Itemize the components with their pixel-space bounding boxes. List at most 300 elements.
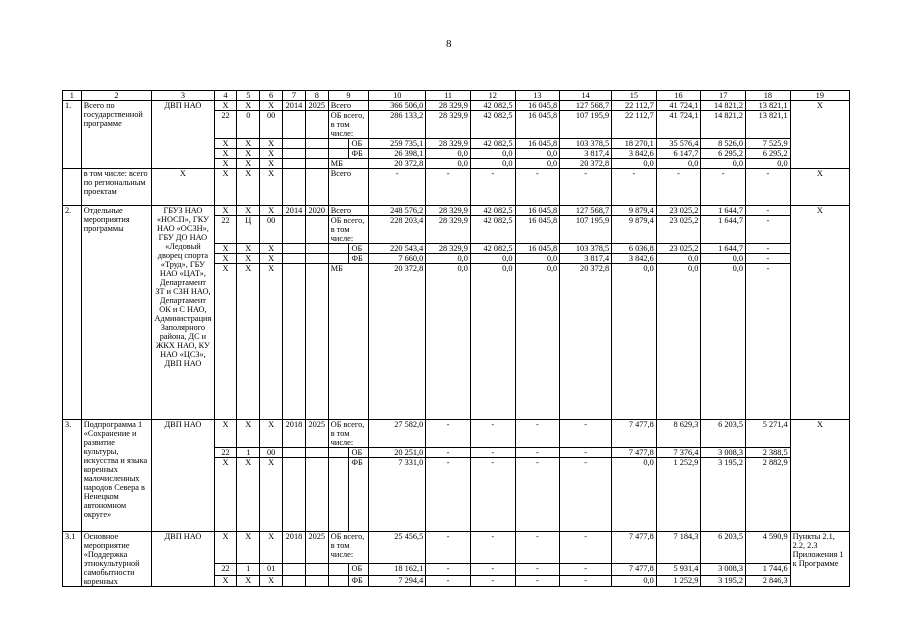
code-cell: Х	[214, 575, 237, 586]
header-row	[63, 91, 850, 101]
row-name: Подпрограмма 1 «Сохранение и развитие культуры, искусства и языка коренных малочисленных народов Севера в Ненецком автономном округе»	[81, 420, 152, 532]
amount-cell: 3 817,4	[560, 149, 612, 159]
code-cell: 22	[214, 564, 237, 575]
amount-cell: 103 378,5	[560, 139, 612, 149]
amount-cell: 6 036,8	[612, 244, 657, 254]
year-end	[305, 216, 328, 244]
amount-cell: 6 295,2	[701, 149, 746, 159]
code-cell: Х	[260, 244, 283, 254]
amount-cell: 23 025,2	[656, 244, 701, 254]
code-cell: Х	[260, 575, 283, 586]
code-cell: Х	[260, 139, 283, 149]
year-start	[283, 244, 306, 254]
row-number	[63, 169, 82, 206]
code-cell: Х	[237, 264, 260, 420]
budget-table	[62, 90, 850, 587]
amount-cell: 8 629,3	[656, 420, 701, 448]
amount-cell: 23 025,2	[656, 206, 701, 216]
funding-source: МБ	[328, 159, 368, 169]
code-cell: Х	[260, 254, 283, 264]
code-cell: Х	[237, 244, 260, 254]
amount-cell: -	[746, 206, 791, 216]
amount-cell: 5 931,4	[656, 564, 701, 575]
amount-cell: -	[560, 532, 612, 564]
amount-cell: 6 295,2	[746, 149, 791, 159]
year-end	[305, 159, 328, 169]
code-cell: 22	[214, 448, 237, 458]
amount-cell: 107 195,9	[560, 216, 612, 244]
amount-cell: 22 112,7	[612, 111, 657, 139]
amount-cell: 42 082,5	[470, 101, 515, 111]
funding-source: ОБ всего, в том числе:	[328, 532, 368, 564]
amount-cell: 6 147,7	[656, 149, 701, 159]
amount-cell: 0,0	[515, 254, 560, 264]
amount-cell: -	[746, 264, 791, 420]
code-cell: Х	[237, 254, 260, 264]
year-start	[283, 264, 306, 420]
year-end: 2025	[305, 420, 328, 448]
code-cell: Х	[237, 206, 260, 216]
column-header: 15	[612, 91, 657, 101]
amount-cell: 42 082,5	[470, 244, 515, 254]
year-start: 2018	[283, 532, 306, 564]
amount-cell: 14 821,2	[701, 111, 746, 139]
amount-cell: -	[560, 564, 612, 575]
amount-cell: 3 195,2	[701, 458, 746, 532]
amount-cell: 1 252,9	[656, 575, 701, 586]
amount-cell: 0,0	[515, 159, 560, 169]
amount-cell: 42 082,5	[470, 139, 515, 149]
table-row	[63, 206, 850, 216]
code-cell: Х	[214, 101, 237, 111]
amount-cell: -	[746, 244, 791, 254]
amount-cell: 20 372,8	[560, 159, 612, 169]
amount-cell: 7 331,0	[369, 458, 426, 532]
row-name: Всего по государственной программе	[81, 101, 152, 169]
amount-cell: 127 568,7	[560, 206, 612, 216]
amount-cell: -	[515, 532, 560, 564]
amount-cell: 42 082,5	[470, 111, 515, 139]
column-header: 13	[515, 91, 560, 101]
funding-subsource: ОБ	[349, 564, 369, 575]
amount-cell: 0,0	[515, 264, 560, 420]
funding-source	[328, 139, 349, 149]
year-start	[283, 169, 306, 206]
amount-cell: 0,0	[426, 264, 471, 420]
amount-cell: 0,0	[746, 159, 791, 169]
amount-cell: -	[746, 169, 791, 206]
funding-source	[328, 149, 349, 159]
table-row	[63, 101, 850, 111]
year-end: 2025	[305, 101, 328, 111]
table-row	[63, 532, 850, 564]
year-start	[283, 149, 306, 159]
code-cell: 22	[214, 216, 237, 244]
amount-cell: 0,0	[656, 159, 701, 169]
funding-source: ОБ всего, в том числе:	[328, 420, 368, 448]
amount-cell: -	[426, 458, 471, 532]
funding-source	[328, 458, 349, 532]
amount-cell: 20 251,0	[369, 448, 426, 458]
amount-cell: 0,0	[470, 264, 515, 420]
amount-cell: 248 576,2	[369, 206, 426, 216]
row-number: 3.	[63, 420, 82, 532]
amount-cell: 28 329,9	[426, 101, 471, 111]
amount-cell: 0,0	[612, 458, 657, 532]
code-cell: 0	[237, 111, 260, 139]
amount-cell: 127 568,7	[560, 101, 612, 111]
funding-source: Всего	[328, 169, 368, 206]
funding-subsource: ФБ	[349, 575, 369, 586]
amount-cell: 3 008,3	[701, 564, 746, 575]
year-start	[283, 448, 306, 458]
funding-source	[328, 244, 349, 254]
column-header: 1	[63, 91, 82, 101]
column-header: 4	[214, 91, 237, 101]
amount-cell: 103 378,5	[560, 244, 612, 254]
amount-cell: 18 270,1	[612, 139, 657, 149]
funding-subsource: ОБ	[349, 244, 369, 254]
code-cell: Х	[214, 420, 237, 448]
year-end	[305, 264, 328, 420]
amount-cell: -	[470, 169, 515, 206]
code-cell: Х	[214, 264, 237, 420]
column-header: 3	[152, 91, 214, 101]
amount-cell: -	[515, 575, 560, 586]
amount-cell: 28 329,9	[426, 139, 471, 149]
amount-cell: 16 045,8	[515, 206, 560, 216]
amount-cell: 16 045,8	[515, 111, 560, 139]
amount-cell: -	[612, 169, 657, 206]
column-header: 17	[701, 91, 746, 101]
amount-cell: 13 821,1	[746, 101, 791, 111]
amount-cell: 2 846,3	[746, 575, 791, 586]
amount-cell: 1 644,7	[701, 206, 746, 216]
amount-cell: 0,0	[470, 159, 515, 169]
code-cell: Х	[260, 149, 283, 159]
amount-cell: 0,0	[426, 159, 471, 169]
year-start: 2018	[283, 420, 306, 448]
amount-cell: 26 398,1	[369, 149, 426, 159]
code-cell: Х	[260, 532, 283, 564]
amount-cell: -	[560, 448, 612, 458]
amount-cell: 7 477,8	[612, 564, 657, 575]
year-start: 2014	[283, 206, 306, 216]
amount-cell: 0,0	[656, 264, 701, 420]
column-header: 10	[369, 91, 426, 101]
amount-cell: -	[701, 169, 746, 206]
amount-cell: 9 879,4	[612, 216, 657, 244]
amount-cell: -	[560, 458, 612, 532]
amount-cell: -	[426, 575, 471, 586]
amount-cell: 7 294,4	[369, 575, 426, 586]
amount-cell: 7 184,3	[656, 532, 701, 564]
amount-cell: -	[656, 169, 701, 206]
amount-cell: 0,0	[701, 159, 746, 169]
amount-cell: 16 045,8	[515, 216, 560, 244]
amount-cell: -	[515, 420, 560, 448]
amount-cell: 28 329,9	[426, 206, 471, 216]
amount-cell: 0,0	[612, 575, 657, 586]
funding-source	[328, 448, 349, 458]
amount-cell: -	[560, 420, 612, 448]
year-start: 2014	[283, 101, 306, 111]
amount-cell: 1 644,7	[701, 216, 746, 244]
year-end	[305, 575, 328, 586]
code-cell: Ц	[237, 216, 260, 244]
code-cell: Х	[214, 254, 237, 264]
amount-cell: 1 644,7	[701, 244, 746, 254]
amount-cell: -	[470, 420, 515, 448]
amount-cell: 7 376,4	[656, 448, 701, 458]
amount-cell: 286 133,2	[369, 111, 426, 139]
code-cell: Х	[214, 458, 237, 532]
amount-cell: 0,0	[426, 149, 471, 159]
row-number: 1.	[63, 101, 82, 169]
code-cell: Х	[214, 149, 237, 159]
amount-cell: 0,0	[470, 254, 515, 264]
code-cell: Х	[237, 458, 260, 532]
funding-source: ОБ всего, в том числе:	[328, 216, 368, 244]
code-cell: 00	[260, 216, 283, 244]
code-cell: Х	[214, 159, 237, 169]
code-cell: Х	[260, 101, 283, 111]
amount-cell: 8 526,0	[701, 139, 746, 149]
code-cell: 01	[260, 564, 283, 575]
executor: ДВП НАО	[152, 420, 214, 532]
funding-subsource: ФБ	[349, 458, 369, 532]
amount-cell: 42 082,5	[470, 216, 515, 244]
amount-cell: 0,0	[426, 254, 471, 264]
funding-subsource: ФБ	[349, 149, 369, 159]
funding-subsource: ОБ	[349, 139, 369, 149]
code-cell: Х	[237, 420, 260, 448]
amount-cell: -	[515, 169, 560, 206]
row-name: Отдельные мероприятия программы	[81, 206, 152, 420]
amount-cell: -	[515, 458, 560, 532]
amount-cell: 16 045,8	[515, 139, 560, 149]
amount-cell: 0,0	[701, 264, 746, 420]
year-start	[283, 564, 306, 575]
amount-cell: -	[369, 169, 426, 206]
amount-cell: 3 842,6	[612, 149, 657, 159]
funding-source	[328, 254, 349, 264]
year-end: 2025	[305, 532, 328, 564]
amount-cell: -	[515, 448, 560, 458]
column-header: 5	[237, 91, 260, 101]
amount-cell: 228 203,4	[369, 216, 426, 244]
year-start	[283, 254, 306, 264]
funding-source: МБ	[328, 264, 368, 420]
page-number: 8	[446, 38, 452, 50]
year-end	[305, 448, 328, 458]
amount-cell: 6 203,5	[701, 420, 746, 448]
row-number: 2.	[63, 206, 82, 420]
year-start	[283, 159, 306, 169]
amount-cell: -	[560, 169, 612, 206]
reference-cell: Х	[790, 206, 849, 420]
column-header: 9	[328, 91, 368, 101]
amount-cell: 25 456,5	[369, 532, 426, 564]
year-end	[305, 149, 328, 159]
column-header: 16	[656, 91, 701, 101]
code-cell: Х	[237, 139, 260, 149]
amount-cell: -	[470, 564, 515, 575]
reference-cell: Х	[790, 420, 849, 532]
amount-cell: -	[426, 448, 471, 458]
amount-cell: 28 329,9	[426, 111, 471, 139]
code-cell: 00	[260, 111, 283, 139]
funding-source: Всего	[328, 101, 368, 111]
amount-cell: 259 735,1	[369, 139, 426, 149]
amount-cell: -	[426, 564, 471, 575]
year-end	[305, 139, 328, 149]
column-header: 2	[81, 91, 152, 101]
amount-cell: 3 842,6	[612, 254, 657, 264]
code-cell: Х	[214, 532, 237, 564]
code-cell: Х	[260, 206, 283, 216]
amount-cell: 3 817,4	[560, 254, 612, 264]
column-header: 8	[305, 91, 328, 101]
code-cell: Х	[260, 169, 283, 206]
amount-cell: -	[746, 216, 791, 244]
code-cell: 1	[237, 448, 260, 458]
amount-cell: 5 271,4	[746, 420, 791, 448]
year-end	[305, 111, 328, 139]
amount-cell: 20 372,8	[369, 264, 426, 420]
code-cell: Х	[260, 458, 283, 532]
code-cell: 1	[237, 564, 260, 575]
amount-cell: -	[470, 575, 515, 586]
amount-cell: 41 724,1	[656, 101, 701, 111]
amount-cell: -	[560, 575, 612, 586]
code-cell: Х	[237, 532, 260, 564]
amount-cell: 3 008,3	[701, 448, 746, 458]
amount-cell: 0,0	[701, 254, 746, 264]
amount-cell: 0,0	[612, 264, 657, 420]
year-start	[283, 216, 306, 244]
code-cell: Х	[237, 101, 260, 111]
year-end	[305, 564, 328, 575]
amount-cell: 0,0	[515, 149, 560, 159]
code-cell: Х	[214, 169, 237, 206]
amount-cell: 28 329,9	[426, 216, 471, 244]
amount-cell: 23 025,2	[656, 216, 701, 244]
row-number: 3.1	[63, 532, 82, 587]
funding-source	[328, 575, 349, 586]
amount-cell: 2 388,5	[746, 448, 791, 458]
row-name: Основное мероприятие «Поддержка этнокультурной самобытности коренных	[81, 532, 152, 587]
amount-cell: -	[426, 420, 471, 448]
amount-cell: -	[426, 169, 471, 206]
amount-cell: 4 590,9	[746, 532, 791, 564]
amount-cell: 20 372,8	[369, 159, 426, 169]
amount-cell: 41 724,1	[656, 111, 701, 139]
amount-cell: 7 477,8	[612, 420, 657, 448]
amount-cell: 28 329,9	[426, 244, 471, 254]
funding-subsource: ФБ	[349, 254, 369, 264]
code-cell: Х	[237, 169, 260, 206]
amount-cell: -	[426, 532, 471, 564]
amount-cell: 220 543,4	[369, 244, 426, 254]
amount-cell: 14 821,2	[701, 101, 746, 111]
row-name: в том числе: всего по региональным проектам	[81, 169, 152, 206]
column-header: 6	[260, 91, 283, 101]
column-header: 7	[283, 91, 306, 101]
amount-cell: -	[470, 458, 515, 532]
year-end: 2020	[305, 206, 328, 216]
column-header: 11	[426, 91, 471, 101]
reference-cell: Х	[790, 169, 849, 206]
year-start	[283, 111, 306, 139]
amount-cell: 18 162,1	[369, 564, 426, 575]
year-start	[283, 139, 306, 149]
amount-cell: 7 660,0	[369, 254, 426, 264]
amount-cell: 7 477,8	[612, 532, 657, 564]
amount-cell: 0,0	[656, 254, 701, 264]
code-cell: Х	[237, 149, 260, 159]
amount-cell: 0,0	[470, 149, 515, 159]
table-row	[63, 169, 850, 206]
code-cell: Х	[260, 420, 283, 448]
amount-cell: 16 045,8	[515, 101, 560, 111]
amount-cell: -	[515, 564, 560, 575]
column-header: 12	[470, 91, 515, 101]
amount-cell: 35 576,4	[656, 139, 701, 149]
year-end	[305, 244, 328, 254]
code-cell: Х	[260, 159, 283, 169]
funding-source: ОБ всего, в том числе:	[328, 111, 368, 139]
funding-subsource: ОБ	[349, 448, 369, 458]
code-cell: Х	[214, 206, 237, 216]
amount-cell: 42 082,5	[470, 206, 515, 216]
executor: ДВП НАО	[152, 532, 214, 587]
funding-source: Всего	[328, 206, 368, 216]
amount-cell: 2 882,9	[746, 458, 791, 532]
reference-cell: Пункты 2.1, 2.2, 2.3 Приложения 1 к Программе	[790, 532, 849, 587]
funding-source	[328, 564, 349, 575]
amount-cell: -	[746, 254, 791, 264]
table-row	[63, 420, 850, 448]
column-header: 14	[560, 91, 612, 101]
amount-cell: 1 252,9	[656, 458, 701, 532]
executor: Х	[152, 169, 214, 206]
code-cell: Х	[214, 244, 237, 254]
code-cell: Х	[260, 264, 283, 420]
amount-cell: 0,0	[612, 159, 657, 169]
amount-cell: 20 372,8	[560, 264, 612, 420]
reference-cell: Х	[790, 101, 849, 169]
amount-cell: 366 506,0	[369, 101, 426, 111]
executor: ДВП НАО	[152, 101, 214, 169]
column-header: 18	[746, 91, 791, 101]
executor: ГБУЗ НАО «НОСП», ГКУ НАО «ОСЗН», ГБУ ДО НАО «Ледовый дворец спорта «Труд», ГБУ НАО «ЦАТ», Департамент ЗТ и СЗН НАО, Департамент ОК и С НАО, Администрация Заполярного района, ДС и ЖКХ НАО, КУ НАО «ЦСЗ», ДВП НАО	[152, 206, 214, 420]
column-header: 19	[790, 91, 849, 101]
amount-cell: 3 195,2	[701, 575, 746, 586]
amount-cell: 1 744,6	[746, 564, 791, 575]
amount-cell: -	[470, 448, 515, 458]
code-cell: 00	[260, 448, 283, 458]
code-cell: Х	[237, 575, 260, 586]
year-end	[305, 458, 328, 532]
amount-cell: 9 879,4	[612, 206, 657, 216]
year-start	[283, 458, 306, 532]
amount-cell: 7 477,8	[612, 448, 657, 458]
year-end	[305, 169, 328, 206]
amount-cell: 13 821,1	[746, 111, 791, 139]
amount-cell: 16 045,8	[515, 244, 560, 254]
year-end	[305, 254, 328, 264]
